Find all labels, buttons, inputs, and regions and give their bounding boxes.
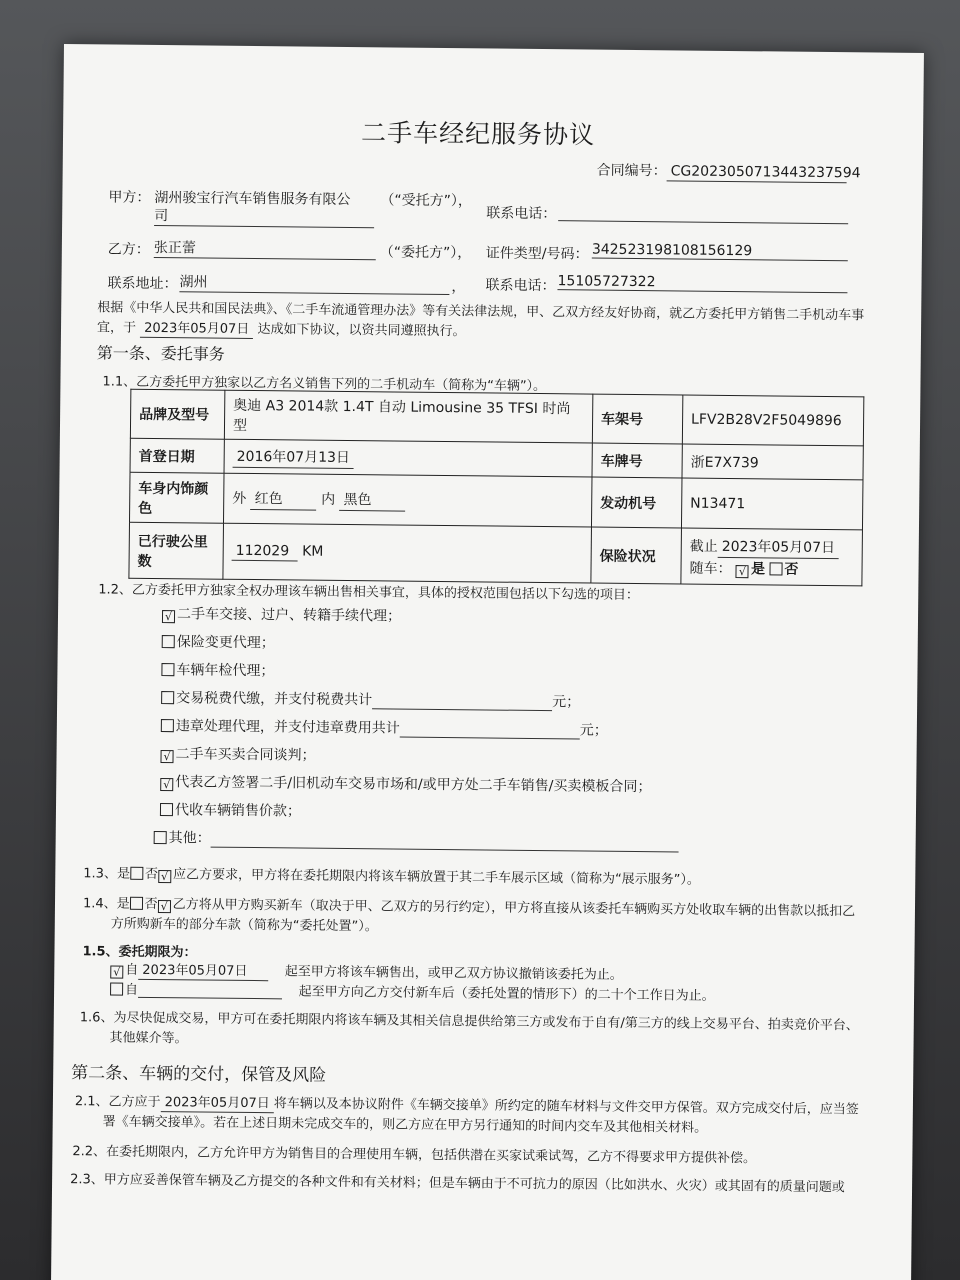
option-other: 其他：: [154, 827, 679, 852]
mileage-cell: 112029 KM: [223, 523, 592, 583]
option-sign-contract: √ 代表乙方签署二手/旧机动车交易市场和/或甲方处二手车销售/买卖模板合同；: [160, 771, 651, 796]
interior-color: 黑色: [339, 488, 405, 511]
party-a-name-line2: 司: [154, 205, 374, 228]
contract-number-value: CG2023050713443237594: [667, 163, 847, 183]
clause-1-4: 1.4、是 否 √ 乙方将从甲方购买新车（取决于甲、乙双方的另行约定），甲方将直接从该委托车辆购买方处收取车辆的出售款以抵扣乙: [82, 896, 856, 920]
party-b-phone: 15105727322: [557, 273, 847, 293]
party-b-label: 乙方：: [107, 241, 150, 258]
display-yes-checkbox[interactable]: [130, 867, 143, 880]
term-start-date: 2023年05月07日: [138, 959, 268, 981]
party-b-address: 湖州: [179, 271, 449, 295]
insurance-cell: 截止 2023年05月07日 随车： √ 是 否: [681, 528, 863, 586]
party-b-id-label: 证件类型/号码：: [485, 245, 589, 263]
display-no-checkbox[interactable]: √: [158, 870, 171, 883]
option-insurance: 保险变更代理；: [162, 631, 275, 652]
intro-line1: 根据《中华人民共和国民法典》、《二手车流通管理办法》等有关法律法规，甲、乙双方经友好协商，就乙方委托甲方销售二手机动车事: [97, 300, 865, 324]
option-transfer-checkbox[interactable]: √: [162, 610, 175, 623]
brand-label: 品牌及型号: [130, 389, 225, 439]
exterior-color: 红色: [251, 487, 317, 510]
engine-label: 发动机号: [591, 477, 682, 528]
option-inspection-checkbox[interactable]: [161, 663, 174, 676]
party-b-id-value: 342523198108156129: [592, 242, 848, 262]
vin-value: LFV2B28V2F5049896: [682, 395, 864, 446]
clause-1-4-line2: 方所购新车的部分车款（简称为“委托处置”）。: [110, 916, 378, 935]
party-a-phone: [558, 203, 848, 224]
mileage-label: 已行驶公里 数: [129, 522, 224, 579]
term-option-1-checkbox[interactable]: √: [110, 966, 123, 979]
reg-date-label: 首登日期: [130, 438, 224, 473]
section1-title: 第一条、委托事务: [96, 343, 225, 364]
brand-value: 奥迪 A3 2014款 1.4T 自动 Limousine 35 TFSI 时尚型: [224, 390, 592, 443]
document-title: 二手车经纪服务协议: [360, 118, 596, 150]
option-collect-payment-checkbox[interactable]: [160, 803, 173, 816]
option-violation: 违章处理代理，并支付违章费用共计 元；: [161, 715, 608, 740]
option-negotiation-checkbox[interactable]: √: [160, 750, 173, 763]
clause-1-6-line1: 1.6、为尽快促成交易，甲方可在委托期限内将该车辆及其相关信息提供给第三方或发布于自有/第三方的线上交易平台、拍卖竞价平台、: [79, 1010, 859, 1034]
option-tax: 交易税费代缴，并支付税费共计 元；: [161, 687, 580, 711]
party-a-phone-label: 联系电话：: [486, 205, 557, 223]
contract-number: 合同编号： CG2023050713443237594: [596, 162, 861, 182]
engine-value: N13471: [681, 478, 863, 530]
option-collect-payment: 代收车辆销售价款；: [160, 799, 301, 820]
intro-line2: 宜，于 2023年05月07日 达成如下协议，以资共同遵照执行。: [97, 316, 466, 341]
reg-date-cell: [224, 439, 592, 477]
plate-value: 浙E7X739: [682, 444, 863, 480]
color-label: 车身内饰颜 色: [129, 472, 224, 523]
vin-label: 车架号: [592, 394, 683, 444]
option-insurance-checkbox[interactable]: [162, 635, 175, 648]
insurance-until: 2023年05月07日: [718, 535, 839, 558]
party-b-phone-label: 联系电话：: [485, 277, 556, 295]
intro-date: 2023年05月07日: [140, 317, 253, 339]
insurance-yes-checkbox[interactable]: √: [736, 565, 749, 578]
disposal-yes-checkbox[interactable]: [130, 897, 143, 910]
clause-1-2: 1.2、乙方委托甲方独家全权办理该车辆出售相关事宜，具体的授权范围包括以下勾选的项目：: [98, 582, 640, 604]
vehicle-table: [128, 389, 864, 587]
option-violation-checkbox[interactable]: [161, 719, 174, 732]
term-option-2: 自 起至甲方向乙方交付新车后（委托处置的情形下）的二十个工作日为止。: [110, 979, 715, 1004]
clause-1-1: 1.1、乙方委托甲方独家以乙方名义销售下列的二手机动车（简称为“车辆”）。: [102, 374, 547, 395]
clause-2-1-line1: 2.1、乙方应于 2023年05月07日 将车辆以及本协议附件《车辆交接单》所约定的随车材料与文件交甲方保管。双方完成交付后，应当签: [75, 1090, 859, 1119]
section2-title: 第二条、车辆的交付，保管及风险: [71, 1063, 327, 1086]
clause-1-3: 1.3、是 否 √ 应乙方要求，甲方将在委托期限内将该车辆放置于其二手车展示区域（简称为“展示服务”）。: [83, 866, 701, 888]
insurance-no-checkbox[interactable]: [769, 562, 782, 575]
option-transfer: √ 二手车交接、过户、转籍手续代理；: [162, 603, 401, 626]
clause-1-5-title: 1.5、委托期限为：: [82, 944, 197, 961]
clause-2-1-line2: 署《车辆交接单》。若在上述日期未完成交车的，则乙方应在甲方另行通知的时间内交车及其他相关材料。: [102, 1114, 708, 1136]
option-inspection: 车辆年检代理；: [161, 659, 274, 680]
party-b-role: （“委托方”），: [379, 244, 472, 262]
plate-label: 车牌号: [592, 443, 682, 478]
option-sign-contract-checkbox[interactable]: √: [160, 778, 173, 791]
party-a-label: 甲方：: [108, 189, 151, 206]
clause-2-2: 2.2、在委托期限内，乙方允许甲方为销售目的合理使用车辆，包括供潜在买家试乘试驾，乙方不得要求甲方提供补偿。: [72, 1144, 757, 1167]
contract-page: 二手车经纪服务协议 合同编号： CG2023050713443237594 甲方： 湖州骏宝行汽车销售服务有限公 司 （“受托方”）， 联系电话： 乙方： 张正蕾 （“委托方”）， 证件类型/号码： 342523198108156129 联系地址： 湖州 ， 联系电话： 15105727322 根据《中华人民共和国民法典》、《二手车流通管理办法》等有关法律法规，甲、乙双方经友好协商，就乙方委托甲方销售二手机动车事 宜，于 2023年05月07日 达成如下协议，以资共同遵照执行。 第一条、委托事务 1.1、乙方委托甲方独家以乙方名义销售下列的二手机动车（简称为“车辆”）。 品牌及型号 奥迪 A3 2014款 1.4T 自动 Limousine 35 TFSI 时尚型 车架号 LFV2B28V2F5049896 首登日期 2016年07月13日 车牌号 浙E7X739 车身内饰颜 色 外 红色 内 黑色 发动机号 N13471 已行驶公里 数 112029 KM 保险状况 截止 2023年05月07日 随车： √ 是 否 1.2、乙方委托甲方独家全权办理该车辆出售相关事宜，具体的授权范围包括以下勾选的项目： √ 二手车交接、过户、转籍手续代理； 保险变更代理； 车辆年检代理； 交易税费代缴，并支付税费共计 元； 违章处理代理，并支付违章费用共计 元； √ 二手车买卖合同谈判； √ 代表乙方签署二手/旧机动车交易市场和/或甲方处二手车销售/买卖模板合同； 代收车辆销售价款； 其他： 1.3、是 否 √ 应乙方要求，甲方将在委托期限内将该车辆放置于其二手车展示区域（简称为“展示服务”）。 1.4、是 否 √ 乙方将从甲方购买新车（取决于甲、乙双方的另行约定），甲方将直接从该委托车辆购买方处收取车辆的出售款以抵扣乙 方所购新车的部分车款（简称为“委托处置”）。 1.5、委托期限为： √ 自 2023年05月07日 起至甲方将该车辆售出，或甲乙双方协议撤销该委托为止。 自 起至甲方向乙方交付新车后（委托处置的情形下）的二十个工作日为止。 1.6、为尽快促成交易，甲方可在委托期限内将该车辆及其相关信息提供给第三方或发布于自有/第三方的线上交易平台、拍卖竞价平台、 其他媒介等。 第二条、车辆的交付，保管及风险 2.1、乙方应于 2023年05月07日 将车辆以及本协议附件《车辆交接单》所约定的随车材料与文件交甲方保管。双方完成交付后，应当签 署《车辆交接单》。若在上述日期未完成交车的，则乙方应在甲方另行通知的时间内交车及其他相关材料。 2.2、在委托期限内，乙方允许甲方为销售目的合理使用车辆，包括供潜在买家试乘试驾，乙方不得要求甲方提供补偿。 2.3、甲方应妥善保管车辆及乙方提交的各种文件和有关材料；但是车辆由于不可抗力的原因（比如洪水、火灾）或其固有的质量问题或: [51, 44, 924, 1280]
clause-1-6-line2: 其他媒介等。: [109, 1030, 188, 1047]
insurance-label: 保险状况: [591, 527, 682, 584]
option-tax-checkbox[interactable]: [161, 691, 174, 704]
reg-date-value: 2016年07月13日: [233, 445, 354, 468]
disposal-no-checkbox[interactable]: √: [158, 900, 171, 913]
option-other-checkbox[interactable]: [154, 831, 167, 844]
term-option-2-checkbox[interactable]: [110, 983, 123, 996]
clause-2-3: 2.3、甲方应妥善保管车辆及乙方提交的各种文件和有关材料；但是车辆由于不可抗力的原因（比如洪水、火灾）或其固有的质量问题或: [70, 1172, 845, 1196]
option-negotiation: √ 二手车买卖合同谈判；: [160, 743, 315, 765]
mileage-value: 112029: [232, 542, 298, 561]
party-a-name-line1: 湖州骏宝行汽车销售服务有限公: [154, 189, 351, 209]
term-option-1: √ 自 2023年05月07日 起至甲方将该车辆售出，或甲乙双方协议撤销该委托为止。: [110, 959, 623, 985]
party-a-role: （“受托方”），: [380, 192, 472, 210]
delivery-date: 2023年05月07日: [161, 1091, 274, 1113]
color-cell: 外 红色 内 黑色: [223, 473, 592, 527]
party-b-address-label: 联系地址：: [107, 275, 178, 293]
party-b-name: 张正蕾: [154, 237, 376, 260]
